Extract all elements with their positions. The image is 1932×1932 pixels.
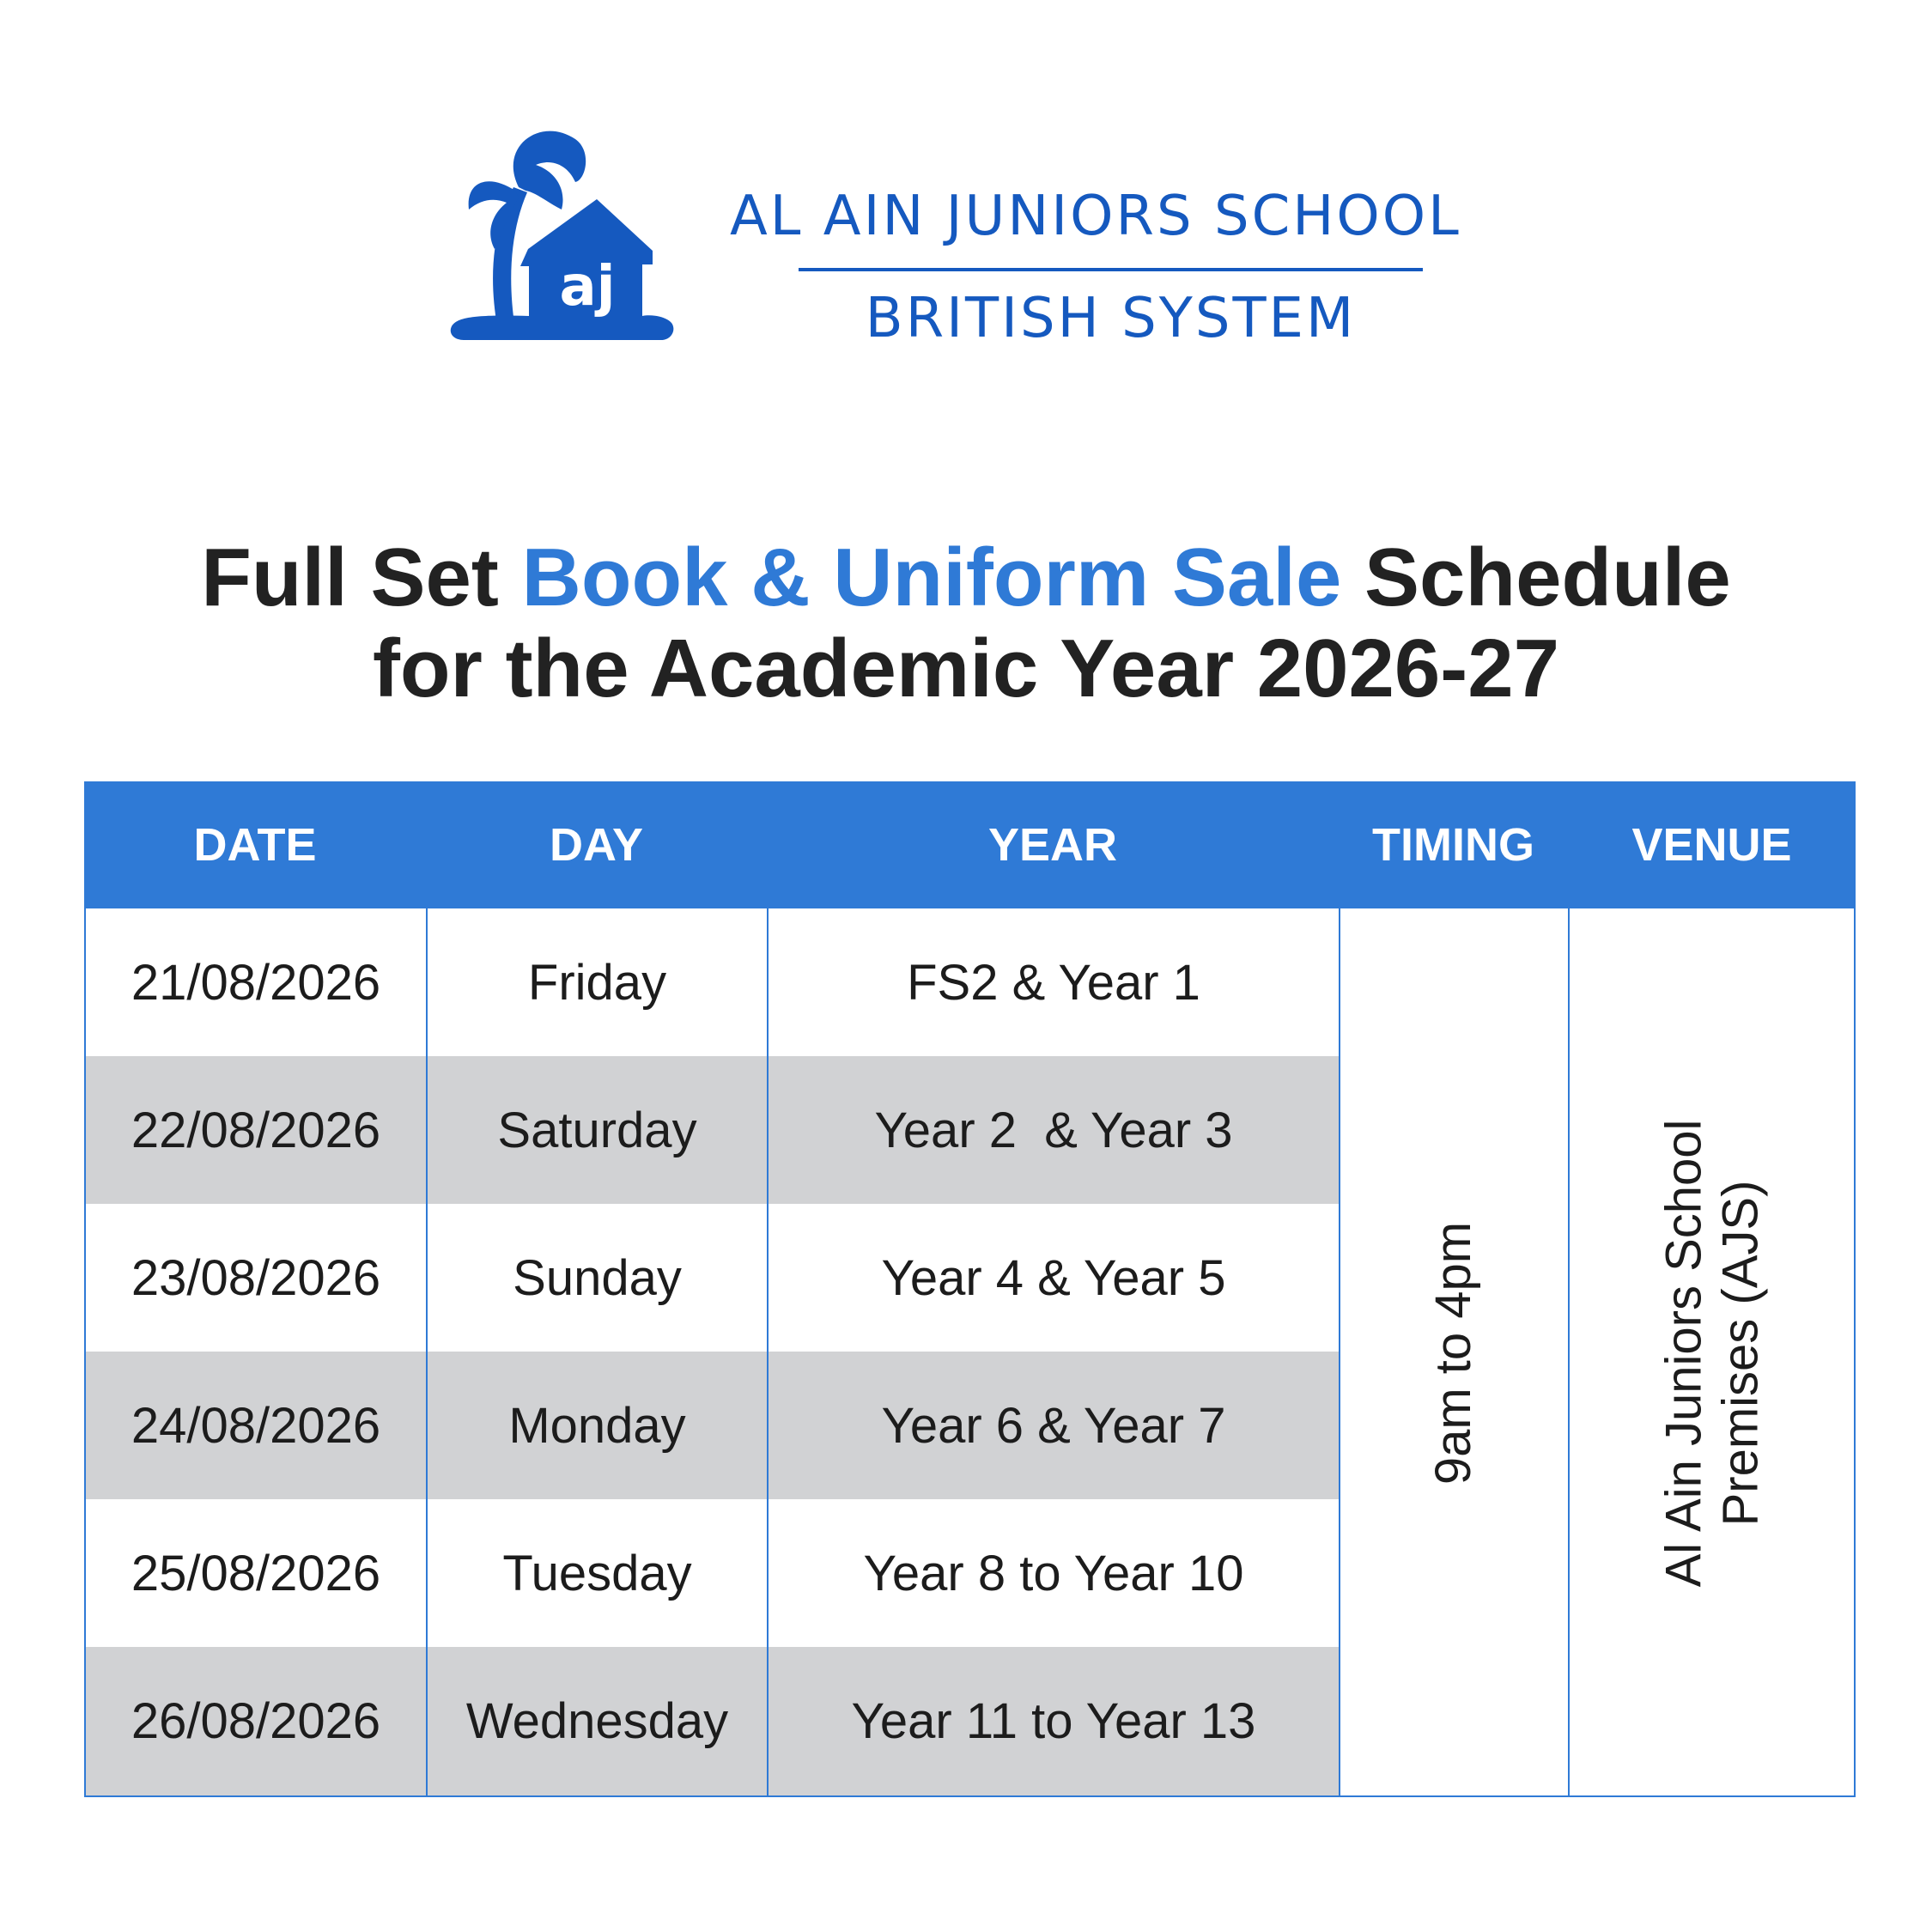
cell-date: 24/08/2026: [131, 1397, 381, 1454]
cell-day: Tuesday: [502, 1545, 692, 1601]
timing-text: 9am to 4pm: [1425, 1221, 1482, 1485]
cell-date: 21/08/2026: [131, 954, 381, 1011]
cell-day: Saturday: [497, 1102, 697, 1158]
title-part-2: Schedule: [1341, 532, 1731, 623]
school-logo: [447, 120, 678, 352]
house-icon: [451, 199, 674, 340]
cell-date: 26/08/2026: [131, 1692, 381, 1749]
column-header-day: DAY: [549, 819, 644, 871]
cell-year: Year 4 & Year 5: [881, 1249, 1226, 1306]
column-header-timing: TIMING: [1372, 819, 1534, 871]
column-header-venue: VENUE: [1631, 819, 1792, 871]
cell-venue: [1570, 908, 1856, 1797]
cell-timing: [1340, 908, 1568, 1797]
venue-line-1: Al Ain Juniors School: [1656, 1119, 1712, 1587]
table-body: [84, 908, 1856, 1797]
cell-date: 25/08/2026: [131, 1545, 381, 1601]
cell-year: Year 2 & Year 3: [874, 1102, 1233, 1158]
column-header-date: DATE: [193, 819, 317, 871]
title-highlight: Book & Uniform Sale: [521, 532, 1342, 623]
venue-line-2: Premises (AJS): [1712, 1180, 1769, 1526]
cell-day: Sunday: [513, 1249, 682, 1306]
svg-text:aj: aj: [559, 255, 616, 319]
cell-date: 22/08/2026: [131, 1102, 381, 1158]
column-header-year: YEAR: [987, 819, 1118, 871]
cell-year: Year 11 to Year 13: [851, 1692, 1256, 1749]
school-system: BRITISH SYSTEM: [865, 287, 1357, 350]
cell-day: Monday: [508, 1397, 686, 1454]
table-header: [84, 781, 1856, 908]
page-title: [0, 532, 1932, 714]
cell-year: FS2 & Year 1: [907, 954, 1200, 1011]
title-part-1: Full Set: [201, 532, 522, 623]
title-line-1: [0, 532, 1932, 623]
cell-date: 23/08/2026: [131, 1249, 381, 1306]
title-line-2: for the Academic Year 2026-27: [372, 623, 1560, 714]
header-divider: [799, 268, 1423, 271]
school-name: AL AIN JUNIORS SCHOOL: [730, 185, 1461, 248]
cell-day: Wednesday: [465, 1692, 729, 1749]
cell-day: Friday: [527, 954, 667, 1011]
venue-text: [1656, 1119, 1770, 1587]
schedule-table: [84, 781, 1856, 1797]
cell-year: Year 6 & Year 7: [881, 1397, 1226, 1454]
cell-year: Year 8 to Year 10: [863, 1545, 1244, 1601]
